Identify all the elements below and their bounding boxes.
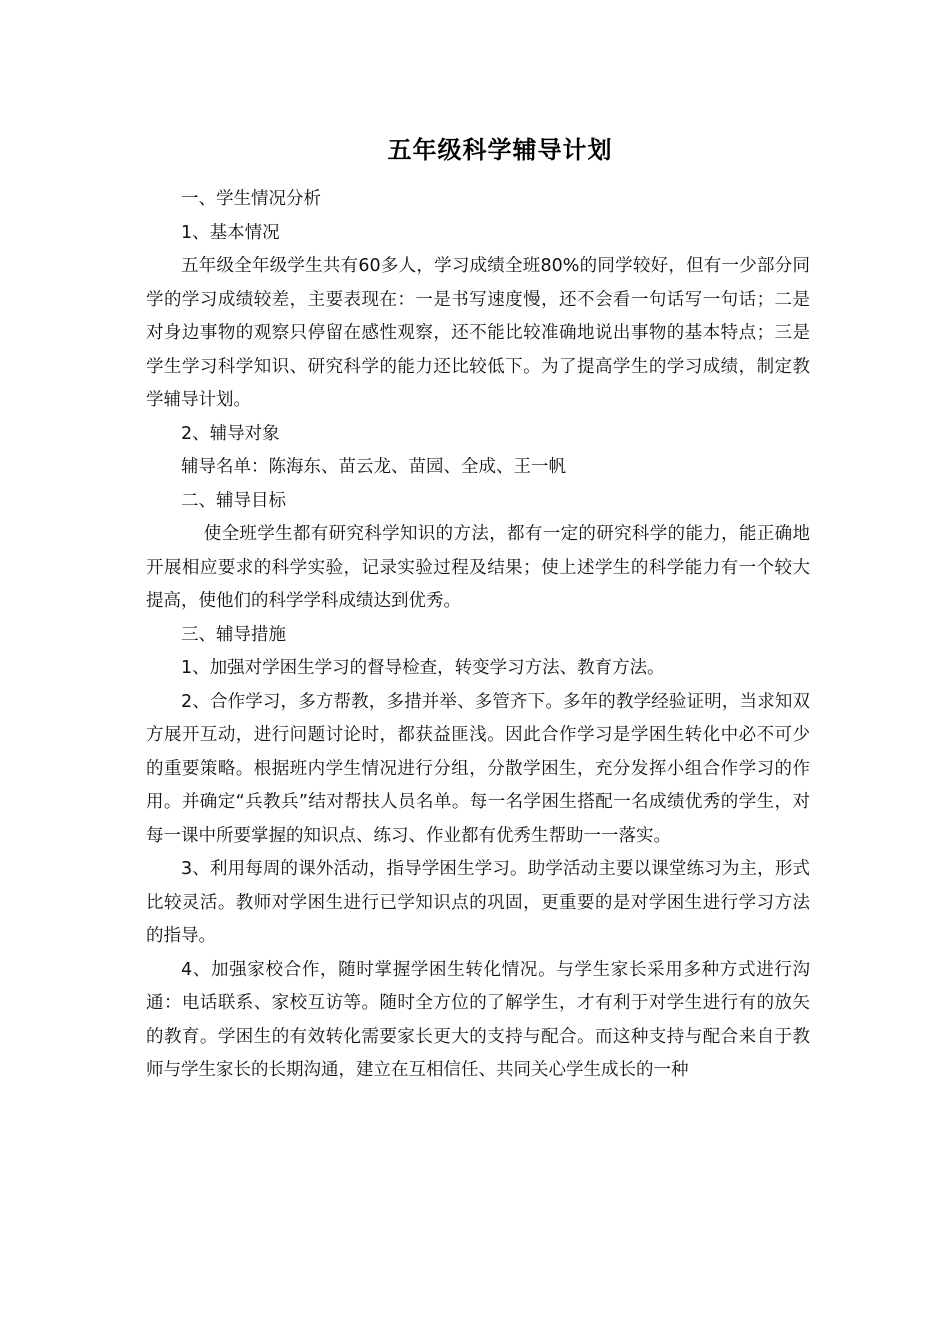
body-paragraph: 3、利用每周的课外活动，指导学困生学习。助学活动主要以课堂练习为主，形式比较灵活。教师对学困生进行已学知识点的巩固，更重要的是对学困生进行学习方法的指导。 bbox=[146, 859, 810, 946]
document-body bbox=[146, 183, 810, 1088]
body-paragraph: 4、加强家校合作，随时掌握学困生转化情况。与学生家长采用多种方式进行沟通：电话联系、家校互访等。随时全方位的了解学生，才有利于对学生进行有的放矢的教育。学困生的有效转化需要家长更大的支持与配合。而这种支持与配合来自于教师与学生家长的长期沟通，建立在互相信任、共同关心学生成长的一种 bbox=[146, 959, 810, 1080]
body-paragraph: 五年级全年级学生共有60多人，学习成绩全班80%的同学较好，但有一少部分同学的学习成绩较差，主要表现在：一是书写速度慢，还不会看一句话写一句话；二是对身边事物的观察只停留在感性观察，还不能比较准确地说出事物的基本特点；三是学生学习科学知识、研究科学的能力还比较低下。为了提高学生的学习成绩，制定教学辅导计划。 bbox=[146, 256, 810, 410]
body-paragraph: 2、合作学习，多方帮教，多措并举、多管齐下。多年的教学经验证明，当求知双方展开互动，进行问题讨论时，都获益匪浅。因此合作学习是学困生转化中必不可少的重要策略。根据班内学生情况进行分组，分散学困生，充分发挥小组合作学习的作用。并确定“兵教兵”结对帮扶人员名单。每一名学困生搭配一名成绩优秀的学生，对每一课中所要掌握的知识点、练习、作业都有优秀生帮助一一落实。 bbox=[146, 691, 810, 846]
subsection-heading: 1、基本情况 bbox=[181, 222, 280, 243]
document-title: 五年级科学辅导计划 bbox=[387, 136, 613, 164]
body-paragraph: 辅导名单：陈海东、苗云龙、苗园、全成、王一帆 bbox=[181, 457, 566, 477]
section-heading: 一、学生情况分析 bbox=[181, 189, 321, 209]
subsection-heading: 2、辅导对象 bbox=[181, 423, 280, 444]
body-paragraph: 1、加强对学困生学习的督导检查，转变学习方法、教育方法。 bbox=[181, 658, 665, 678]
body-paragraph: 使全班学生都有研究科学知识的方法，都有一定的研究科学的能力，能正确地开展相应要求的科学实验，记录实验过程及结果；使上述学生的科学能力有一个较大提高，使他们的科学学科成绩达到优秀。 bbox=[146, 524, 810, 611]
section-heading: 二、辅导目标 bbox=[181, 490, 286, 511]
section-heading: 三、辅导措施 bbox=[181, 624, 286, 645]
